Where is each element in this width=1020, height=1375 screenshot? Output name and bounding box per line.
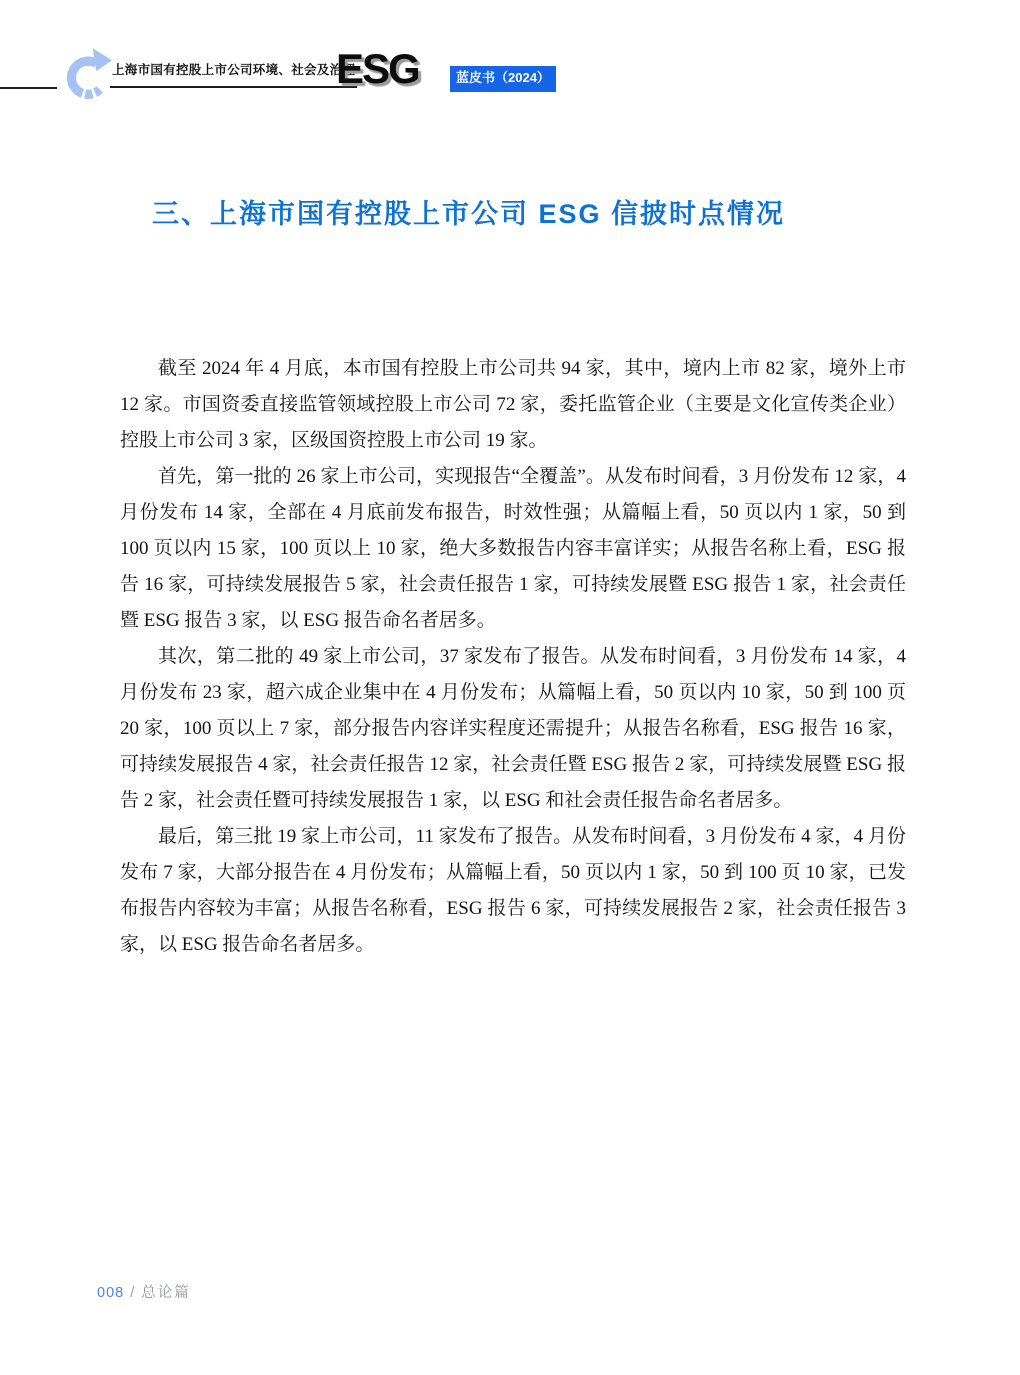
paragraph-first-batch: 首先，第一批的 26 家上市公司，实现报告“全覆盖”。从发布时间看，3 月份发布 12 家，4 月份发布 14 家，全部在 4 月底前发布报告，时效性强；从篇幅上看，50 页以内 1 家，50 到 100 页以内 15 家，100 页以上 10 家，绝大多数报告内容丰富详实；从报告名称上看，ESG 报告 16 家，可持续发展报告 5 家，社会责任报告 1 家，可持续发展暨 ESG 报告 1 家，社会责任暨 ESG 报告 3 家，以 ESG 报告命名者居多。 [120,466,906,631]
circular-arrow-logo-icon [64,44,112,106]
footer-separator: / [130,1285,136,1301]
body-text [120,351,906,963]
paragraph-third-batch: 最后，第三批 19 家上市公司，11 家发布了报告。从发布时间看，3 月份发布 4 家，4 月份发布 7 家，大部分报告在 4 月份发布；从篇幅上看，50 页以内 1 家，50 到 100 页 10 家，已发布报告内容较为丰富；从报告名称看，ESG 报告 6 家，可持续发展报告 2 家，社会责任报告 3 家，以 ESG 报告命名者居多。 [120,826,906,955]
esg-wordmark: ESG [336,45,419,92]
paragraph-overview: 截至 2024 年 4 月底，本市国有控股上市公司共 94 家，其中，境内上市 82 家，境外上市 12 家。市国资委直接监管领域控股上市公司 72 家，委托监管企业（主要是文化宣传类企业）控股上市公司 3 家，区级国资控股上市公司 19 家。 [120,358,906,451]
footer-section-name: 总论篇 [141,1285,191,1301]
page-footer [97,1281,191,1302]
page-number: 008 [97,1285,125,1301]
header-title-underline [110,60,357,88]
bluebook-badge: 蓝皮书（2024） [450,66,556,92]
section-heading: 三、上海市国有控股上市公司 ESG 信披时点情况 [152,199,786,229]
header-title: 上海市国有控股上市公司环境、社会及治理 [112,63,356,77]
paragraph-second-batch: 其次，第二批的 49 家上市公司，37 家发布了报告。从发布时间看，3 月份发布 14 家，4 月份发布 23 家，超六成企业集中在 4 月份发布；从篇幅上看，50 页以内 10 家，50 到 100 页 20 家，100 页以上 7 家，部分报告内容详实程度还需提升；从报告名称看，ESG 报告 16 家，可持续发展报告 4 家，社会责任报告 12 家，社会责任暨 ESG 报告 2 家，可持续发展暨 ESG 报告 2 家，社会责任暨可持续发展报告 1 家，以 ESG 和社会责任报告命名者居多。 [120,646,906,811]
header-rule-left [0,87,57,89]
